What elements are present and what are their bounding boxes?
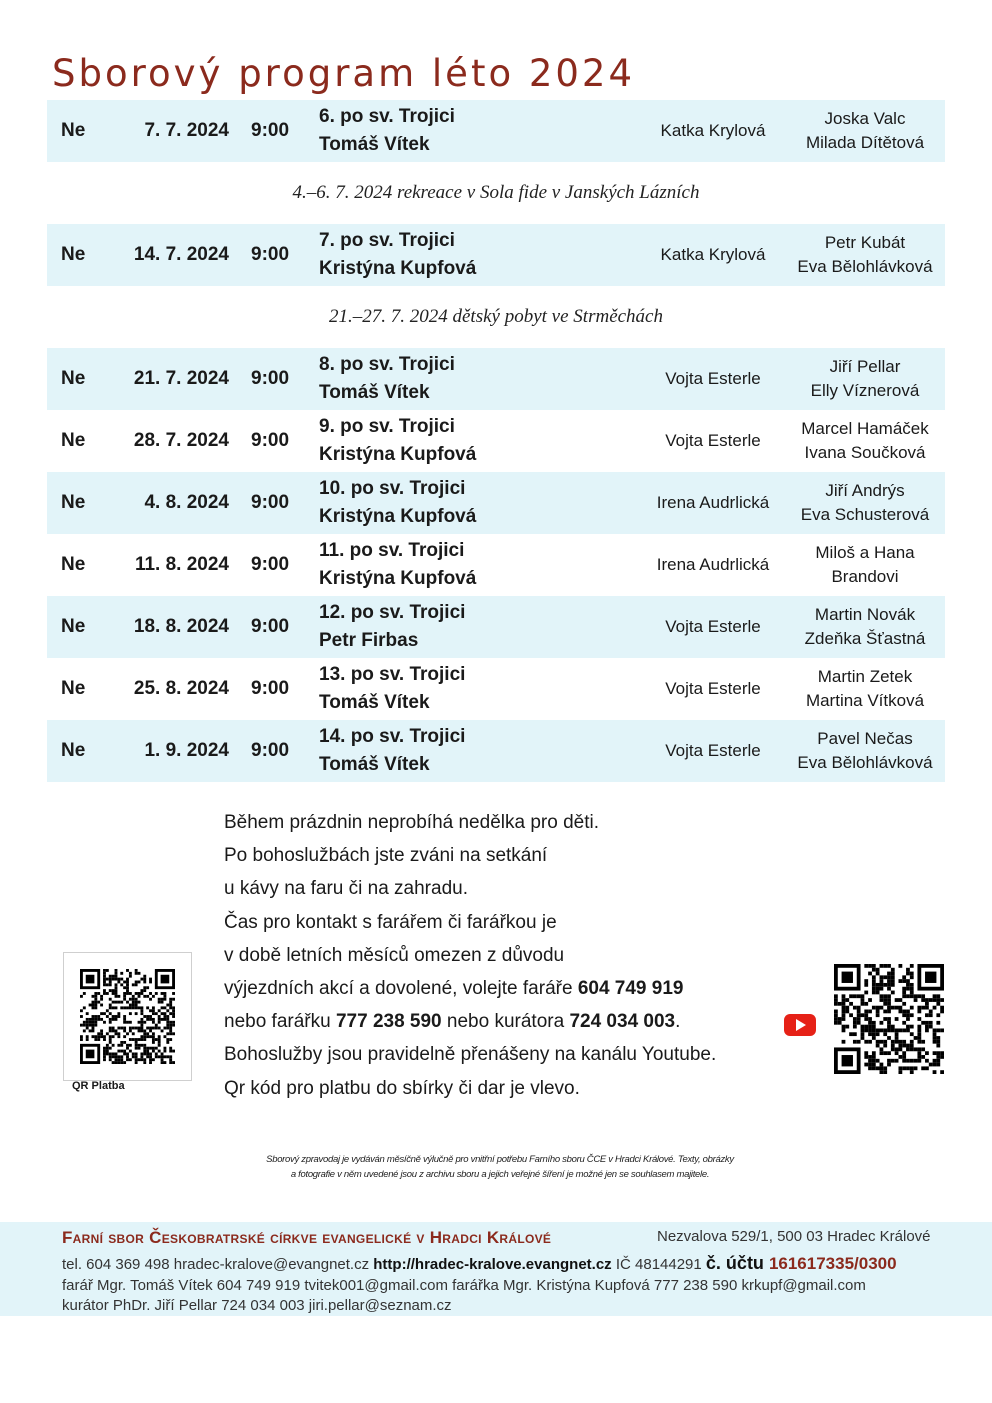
preacher: Tomáš Vítek — [319, 134, 430, 155]
info-text — [224, 806, 804, 1105]
reader: Katka Krylová — [660, 245, 766, 264]
helper: Marcel Hamáček — [801, 419, 929, 438]
day: Ne — [61, 616, 86, 637]
reader: Vojta Esterle — [665, 741, 761, 760]
info-line — [224, 972, 804, 1005]
helpers — [787, 658, 943, 720]
service — [319, 472, 476, 534]
pastor-female-phone: 777 238 590 — [335, 1011, 442, 1033]
page-title: Sborový program léto 2024 — [52, 52, 636, 95]
schedule — [47, 100, 945, 782]
footer — [0, 1222, 992, 1316]
info-text-part: výjezdních akcí a dovolené, volejte faráře — [224, 978, 578, 1000]
disclaimer-line: a fotografie v něm uvedené jsou z archivu sboru a jejich veřejné šíření je možné jen se souhlasem majitele. — [290, 1169, 710, 1180]
info-line: Po bohoslužbách jste zváni na setkání — [224, 845, 548, 867]
helpers — [787, 100, 943, 162]
helpers — [787, 596, 943, 658]
schedule-row — [47, 100, 945, 162]
date: 7. 7. 2024 — [144, 120, 229, 141]
service — [319, 100, 455, 162]
info-line: v době letních měsíců omezen z důvodu — [224, 944, 565, 966]
time: 9:00 — [251, 616, 290, 637]
reader: Irena Audrlická — [656, 555, 770, 574]
day: Ne — [61, 740, 86, 761]
qr-code-icon[interactable] — [834, 964, 944, 1074]
time: 9:00 — [251, 678, 290, 699]
footer-curator: kurátor PhDr. Jiří Pellar 724 034 003 jiri.pellar@seznam.cz — [62, 1297, 452, 1314]
disclaimer-line: Sborový zpravodaj je vydáván měsíčně výlučně pro vnitřní potřebu Farního sboru ČCE v Hradci Králové. Texty, obrázky — [266, 1154, 734, 1165]
date: 1. 9. 2024 — [144, 740, 229, 761]
qr-code-icon — [64, 953, 191, 1080]
sunday-name: 12. po sv. Trojici — [319, 602, 466, 623]
helpers — [787, 534, 943, 596]
schedule-row — [47, 410, 945, 472]
helper: Martina Vítková — [805, 691, 925, 710]
time: 9:00 — [251, 244, 290, 265]
info-text-part: nebo farářku — [224, 1011, 336, 1033]
helper: Jiří Andrýs — [825, 481, 905, 500]
website-link[interactable]: http://hradec-kralove.evangnet.cz — [373, 1256, 612, 1273]
info-line: Bohoslužby jsou pravidelně přenášeny na kanálu Youtube. — [224, 1044, 717, 1066]
helper: Zdeňka Šťastná — [804, 629, 926, 648]
sunday-name: 6. po sv. Trojici — [319, 106, 455, 127]
reader: Irena Audrlická — [656, 493, 770, 512]
helper: Jiří Pellar — [829, 357, 901, 376]
time: 9:00 — [251, 492, 290, 513]
reader: Vojta Esterle — [665, 431, 761, 450]
day: Ne — [61, 492, 86, 513]
info-line: u kávy na faru či na zahradu. — [224, 878, 468, 900]
helper: Martin Zetek — [817, 667, 913, 686]
helper: Miloš a Hana — [815, 543, 915, 562]
preacher: Kristýna Kupfová — [319, 258, 477, 279]
sunday-name: 9. po sv. Trojici — [319, 416, 455, 437]
sunday-name: 14. po sv. Trojici — [319, 726, 466, 747]
time: 9:00 — [251, 120, 290, 141]
helper: Milada Dítětová — [805, 133, 925, 152]
time: 9:00 — [251, 430, 290, 451]
day: Ne — [61, 244, 86, 265]
date: 18. 8. 2024 — [133, 616, 229, 637]
helper: Martin Novák — [814, 605, 916, 624]
time: 9:00 — [251, 368, 290, 389]
helpers — [787, 472, 943, 534]
helper: Elly Víznerová — [810, 381, 920, 400]
event-note: 21.–27. 7. 2024 dětský pobyt ve Strměchách — [329, 306, 663, 327]
service — [319, 720, 465, 782]
contact-text: tel. 604 369 498 hradec-kralove@evangnet.cz — [62, 1256, 374, 1273]
preacher: Kristýna Kupfová — [319, 568, 477, 589]
bank-account: 161617335/0300 — [768, 1254, 897, 1273]
account-label: č. účtu — [705, 1253, 769, 1273]
qr-label: QR Platba — [72, 1080, 125, 1092]
date: 14. 7. 2024 — [133, 244, 229, 265]
helper: Eva Schusterová — [800, 505, 930, 524]
helper: Petr Kubát — [824, 233, 906, 252]
helper: Eva Bělohlávková — [797, 753, 933, 772]
reader: Vojta Esterle — [665, 679, 761, 698]
date: 21. 7. 2024 — [133, 368, 229, 389]
reader: Vojta Esterle — [665, 369, 761, 388]
schedule-row — [47, 596, 945, 658]
footer-contact — [62, 1253, 897, 1274]
preacher: Petr Firbas — [319, 630, 419, 651]
service — [319, 410, 476, 472]
day: Ne — [61, 120, 86, 141]
church-name: Farní sbor Českobratrské církve evangelické v Hradci Králové — [62, 1228, 552, 1247]
reader: Vojta Esterle — [665, 617, 761, 636]
helpers — [787, 224, 943, 286]
footer-church — [62, 1228, 551, 1248]
ic-text: IČ 48144291 — [611, 1256, 706, 1273]
info-line — [224, 1005, 804, 1038]
schedule-row — [47, 534, 945, 596]
helpers — [787, 348, 943, 410]
info-text-part: nebo kurátora — [441, 1011, 570, 1033]
service — [319, 658, 465, 720]
date: 28. 7. 2024 — [133, 430, 229, 451]
date: 25. 8. 2024 — [133, 678, 229, 699]
schedule-row — [47, 472, 945, 534]
helper: Joska Valc — [824, 109, 906, 128]
time: 9:00 — [251, 740, 290, 761]
day: Ne — [61, 430, 86, 451]
info-line: Qr kód pro platbu do sbírky či dar je vlevo. — [224, 1077, 580, 1099]
helper: Ivana Součková — [804, 443, 926, 462]
day: Ne — [61, 368, 86, 389]
footer-pastors: farář Mgr. Tomáš Vítek 604 749 919 tvitek001@gmail.com farářka Mgr. Kristýna Kupfová 777 238 590 krkupf@gmail.com — [62, 1277, 866, 1294]
disclaimer — [180, 1152, 820, 1182]
helper: Eva Bělohlávková — [797, 257, 933, 276]
schedule-row — [47, 224, 945, 286]
helper: Pavel Nečas — [817, 729, 913, 748]
sunday-name: 13. po sv. Trojici — [319, 664, 466, 685]
date: 11. 8. 2024 — [134, 554, 229, 575]
sunday-name: 11. po sv. Trojici — [319, 540, 465, 561]
event-note: 4.–6. 7. 2024 rekreace v Sola fide v Janských Lázních — [292, 182, 700, 203]
service — [319, 534, 476, 596]
footer-address: Nezvalova 529/1, 500 03 Hradec Králové — [657, 1228, 931, 1245]
youtube-icon[interactable] — [784, 1014, 816, 1036]
date: 4. 8. 2024 — [144, 492, 229, 513]
info-line: Čas pro kontakt s farářem či farářkou je — [224, 911, 557, 933]
service — [319, 348, 455, 410]
service — [319, 224, 476, 286]
helpers — [787, 410, 943, 472]
reader: Katka Krylová — [660, 121, 766, 140]
preacher: Tomáš Vítek — [319, 754, 430, 775]
schedule-row — [47, 348, 945, 410]
day: Ne — [61, 678, 86, 699]
sunday-name: 7. po sv. Trojici — [319, 230, 455, 251]
schedule-row — [47, 720, 945, 782]
preacher: Kristýna Kupfová — [319, 506, 477, 527]
pastor-phone: 604 749 919 — [577, 978, 684, 1000]
sunday-name: 10. po sv. Trojici — [319, 478, 466, 499]
day: Ne — [61, 554, 86, 575]
info-text-part: . — [675, 1011, 681, 1033]
helpers — [787, 720, 943, 782]
preacher: Tomáš Vítek — [319, 382, 430, 403]
service — [319, 596, 465, 658]
sunday-name: 8. po sv. Trojici — [319, 354, 455, 375]
preacher: Kristýna Kupfová — [319, 444, 477, 465]
info-line: Během prázdnin neprobíhá nedělka pro děti. — [224, 812, 599, 833]
schedule-row — [47, 658, 945, 720]
preacher: Tomáš Vítek — [319, 692, 430, 713]
helper: Brandovi — [831, 567, 899, 586]
time: 9:00 — [251, 554, 290, 575]
curator-phone: 724 034 003 — [569, 1011, 676, 1033]
qr-payment-box — [63, 952, 192, 1081]
